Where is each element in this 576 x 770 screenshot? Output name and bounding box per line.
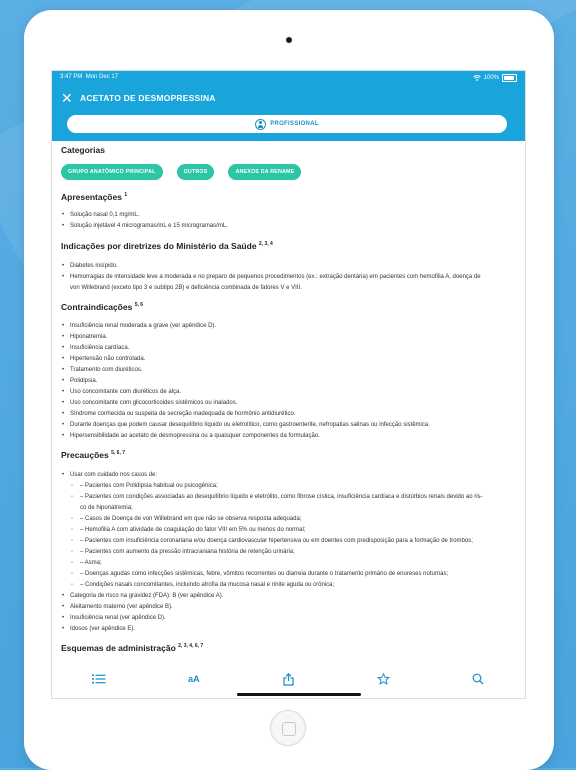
list-subitem: ◦ – Hemofilia A com atividade de coagulação do fator VIII em 5% ou menos do normal; (61, 525, 516, 536)
list-item: • Idosos (ver apêndice E). (61, 624, 516, 635)
app-screen (51, 70, 526, 699)
list-item: • Uso concomitante com glicocorticoides sistêmicos ou inalados. (61, 398, 516, 409)
list-subitem: ◦ – Condições nasais concomitantes, incluindo atrofia da mucosa nasal e rinite aguda ou crônica; (61, 580, 516, 591)
page-title: ACETATO DE DESMOPRESSINA (80, 93, 216, 103)
battery-icon (502, 74, 517, 82)
list-item: • Aleitamento materno (ver apêndice B). (61, 602, 516, 613)
esquemas-heading (61, 643, 203, 653)
profile-label: PROFISSIONAL (270, 121, 319, 127)
apresentacoes-title: Apresentações (61, 192, 122, 202)
categorias-heading: Categorias (61, 145, 105, 155)
list-item: • Solução nasal 0,1 mg/mL. (61, 210, 516, 221)
indicacoes-refs[interactable]: 2, 3, 4 (258, 241, 273, 248)
list-subitem: ◦ – Pacientes com aumento da pressão intracraniana história de retenção urinária; (61, 547, 516, 558)
list-subitem: ◦ – Pacientes com condições associadas ao desequilíbrio líquido e eletrólito, como fibrose cística, insuficiência cardíaca e distúrbios renais devido ao ris- (61, 492, 516, 503)
precaucoes-refs[interactable]: 5, 6, 7 (111, 450, 126, 457)
star-icon (377, 673, 390, 685)
list-subitem: ◦ – Pacientes com Polidipsia habitual ou psicogênica; (61, 481, 516, 492)
wifi-icon (473, 75, 481, 81)
list-item: • Tratamento com diuréticos. (61, 365, 516, 376)
list-subitem: ◦ – Asma; (61, 558, 516, 569)
list-item: • Usar com cuidado nos casos de: (61, 470, 516, 481)
list-item: • Durante doenças que podem causar desequilíbrio líquido ou eletrolítico, como gastroenterite, nefropatias salinas ou infecção sistêmica. (61, 420, 516, 431)
list-item: • Categoria de risco na gravidez (FDA): B (ver apêndice A). (61, 591, 516, 602)
chip-outros[interactable]: OUTROS (177, 164, 215, 180)
bottom-toolbar (52, 668, 525, 690)
font-size-button[interactable] (174, 674, 214, 684)
list-icon (92, 674, 106, 684)
status-time: 3:47 PM (60, 74, 83, 80)
precaucoes-title: Precauções (61, 450, 109, 460)
contraindicacoes-title: Contraindicações (61, 302, 133, 312)
list-item: • Hipersensibilidade ao acetato de desmopressina ou a quaisquer componentes da formulação. (61, 431, 516, 442)
list-item: • Solução injetável 4 microgramas/mL e 15 microgramas/mL. (61, 221, 516, 232)
contraindicacoes-heading (61, 302, 143, 312)
list-item: • Hemorragias de intensidade leve a moderada e no preparo de pequenos procedimentos (ex.: extração dentária) em pacientes com hemofilia A, doença de (61, 272, 516, 283)
precaucoes-list (61, 470, 516, 635)
battery-percent: 100% (483, 75, 499, 81)
list-item: • Uso concomitante com diuréticos de alça. (61, 387, 516, 398)
contraindicacoes-refs[interactable]: 5, 6 (134, 302, 144, 309)
list-item: • Hiponatremia. (61, 332, 516, 343)
home-button[interactable] (270, 710, 306, 746)
list-item: • Síndrome conhecida ou suspeita de secreção inadequada de hormônio antidiurético. (61, 409, 516, 420)
user-icon (255, 119, 266, 130)
camera (286, 37, 292, 43)
esquemas-refs[interactable]: 2, 3, 4, 6, 7 (178, 643, 204, 650)
font-size-label: aA (188, 674, 200, 684)
list-item: • Insuficiência renal moderada a grave (ver apêndice D). (61, 321, 516, 332)
list-subitem-continuation: co de hiponatremia; (80, 505, 133, 511)
status-time-date (60, 74, 118, 80)
precaucoes-heading (61, 450, 125, 460)
indicacoes-heading (61, 241, 273, 251)
indicacoes-title: Indicações por diretrizes do Ministério da Saúde (61, 241, 257, 251)
list-subitem: ◦ – Pacientes com insuficiência coronariana e/ou doença cardiovascular hipertensiva ou em doentes com predisposição para a formação de trombos; (61, 536, 516, 547)
list-item-continuation: von Willebrand (exceto tipo 3 e subtipo 2B) e deficiência combinada de fatores V e VIII. (70, 285, 302, 291)
indicacoes-list (61, 261, 516, 294)
list-item: • Hipertensão não controlada. (61, 354, 516, 365)
list-item: • Insuficiência renal (ver apêndice D). (61, 613, 516, 624)
search-button[interactable] (458, 673, 498, 685)
share-button[interactable] (268, 673, 308, 686)
list-subitem: ◦ – Doenças agudas como infecções sistêmicas, febre, vômitos recorrentes ou diarreia durante o tratamento primário de enureses noturnas; (61, 569, 516, 580)
list-item: • Insuficiência cardíaca. (61, 343, 516, 354)
apresentacoes-heading (61, 192, 127, 202)
favorite-button[interactable] (363, 673, 403, 685)
search-icon (472, 673, 484, 685)
close-icon[interactable]: ✕ (61, 90, 73, 106)
esquemas-title: Esquemas de administração (61, 643, 176, 653)
status-date: Mon Dec 17 (85, 74, 119, 80)
category-chips (61, 164, 301, 180)
chip-grupo-anatomico[interactable]: GRUPO ANATÔMICO PRINCIPAL (61, 164, 163, 180)
status-bar (60, 73, 517, 83)
chip-anexos-rename[interactable]: ANEXOS DA RENAME (228, 164, 301, 180)
monograph-content (52, 143, 525, 663)
list-item: • Diabetes insípido. (61, 261, 516, 272)
contraindicacoes-list (61, 321, 516, 442)
home-button-square (282, 722, 296, 736)
list-item: • Polidipsia. (61, 376, 516, 387)
share-icon (283, 673, 294, 686)
apresentacoes-list (61, 210, 516, 232)
profile-selector[interactable] (67, 115, 507, 133)
header-bar (52, 71, 525, 141)
status-right (473, 74, 517, 82)
apresentacoes-refs[interactable]: 1 (124, 192, 128, 199)
list-subitem: ◦ – Casos de Doença de von Willebrand em que não se observa resposta adequada; (61, 514, 516, 525)
index-button[interactable] (79, 674, 119, 684)
home-indicator[interactable] (237, 693, 361, 696)
